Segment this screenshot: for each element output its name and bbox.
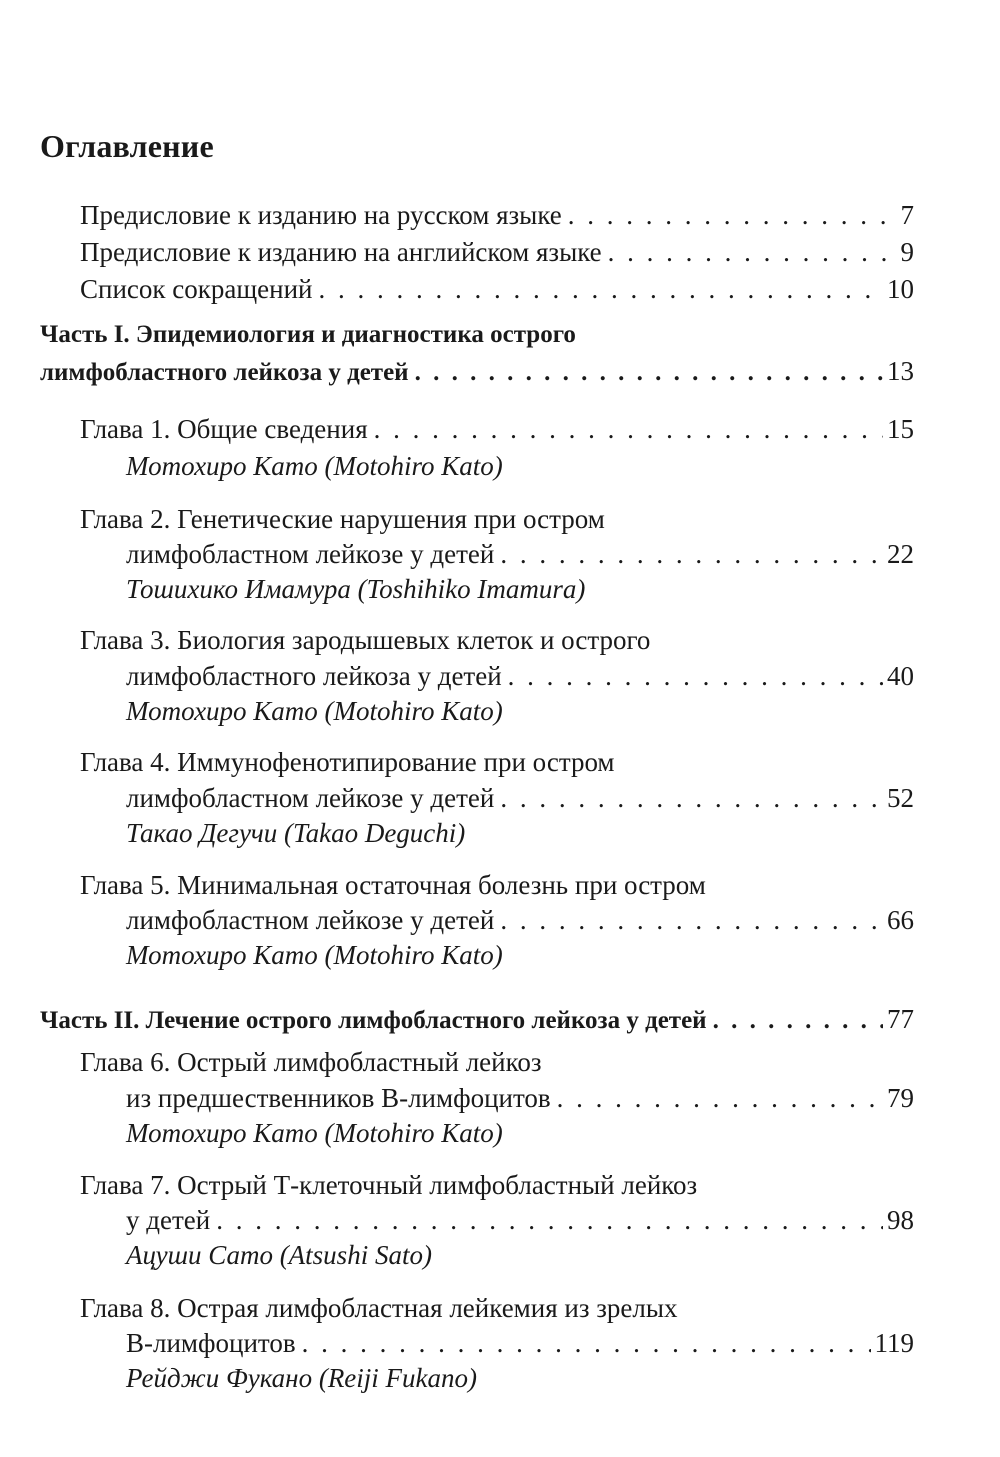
page-number: 22: [887, 539, 914, 569]
entry-text: Список сокращений: [80, 274, 313, 304]
toc-entry-chapter-8-cont[interactable]: [126, 1326, 914, 1360]
leader-dots: [608, 235, 897, 269]
leader-dots: [302, 1326, 871, 1360]
toc-entry-chapter-6[interactable]: Глава 6. Острый лимфобластный лейкоз: [80, 1047, 542, 1077]
leader-dots: [557, 1081, 883, 1115]
page-number: 77: [887, 1004, 914, 1034]
leader-dots: [216, 1203, 883, 1237]
leader-dots: [713, 1004, 883, 1038]
page-title: Оглавление: [40, 128, 214, 164]
entry-text: Предисловие к изданию на английском языке: [80, 237, 602, 267]
entry-text: Глава 1. Общие сведения: [80, 414, 368, 444]
entry-text: лимфобластном лейкозе у детей: [126, 905, 495, 935]
part-1-heading-cont[interactable]: [40, 354, 914, 390]
leader-dots: [508, 659, 883, 693]
toc-entry-chapter-7[interactable]: Глава 7. Острый Т-клеточный лимфобластный лейкоз: [80, 1170, 698, 1200]
page-number: 79: [887, 1083, 914, 1113]
chapter-1-author: Мотохиро Като (Motohiro Kato): [126, 451, 503, 481]
toc-entry-abbreviations[interactable]: [80, 272, 914, 306]
page-number: 66: [887, 905, 914, 935]
page-number: 10: [887, 274, 914, 304]
toc-entry-chapter-6-cont[interactable]: [126, 1081, 914, 1115]
page-number: 119: [874, 1328, 914, 1358]
entry-text: лимфобластного лейкоза у детей: [126, 661, 502, 691]
toc-entry-chapter-4[interactable]: Глава 4. Иммунофенотипирование при остром: [80, 747, 615, 777]
entry-text: лимфобластном лейкозе у детей: [126, 539, 495, 569]
leader-dots: [500, 537, 883, 571]
chapter-8-author: Рейджи Фукано (Reiji Fukano): [126, 1363, 478, 1393]
toc-entry-preface-ru[interactable]: [80, 198, 914, 232]
toc-entry-chapter-8[interactable]: Глава 8. Острая лимфобластная лейкемия из зрелых: [80, 1293, 678, 1323]
leader-dots: [500, 781, 883, 815]
chapter-5-author: Мотохиро Като (Motohiro Kato): [126, 940, 503, 970]
entry-text: лимфобластного лейкоза у детей: [40, 359, 409, 386]
leader-dots: [568, 198, 897, 232]
toc-entry-chapter-1[interactable]: [80, 412, 914, 446]
toc-entry-chapter-4-cont[interactable]: [126, 781, 914, 815]
leader-dots: [318, 272, 883, 306]
leader-dots: [374, 412, 883, 446]
toc-entry-chapter-3-cont[interactable]: [126, 659, 914, 693]
chapter-4-author: Такао Дегучи (Takao Deguchi): [126, 818, 466, 848]
toc-entry-preface-en[interactable]: [80, 235, 914, 269]
leader-dots: [500, 903, 883, 937]
leader-dots: [415, 356, 883, 390]
page-number: 7: [900, 200, 914, 230]
entry-text: Часть II. Лечение острого лимфобластного лейкоза у детей: [40, 1007, 707, 1034]
part-2-heading[interactable]: [40, 1002, 914, 1038]
page-number: 52: [887, 783, 914, 813]
page-number: 15: [887, 414, 914, 444]
entry-text: Предисловие к изданию на русском языке: [80, 200, 562, 230]
page-number: 40: [887, 661, 914, 691]
toc-entry-chapter-7-cont[interactable]: [126, 1203, 914, 1237]
entry-text: у детей: [126, 1205, 211, 1235]
toc-entry-chapter-5-cont[interactable]: [126, 903, 914, 937]
toc-entry-chapter-5[interactable]: Глава 5. Минимальная остаточная болезнь при остром: [80, 870, 706, 900]
chapter-3-author: Мотохиро Като (Motohiro Kato): [126, 696, 503, 726]
toc-entry-chapter-2-cont[interactable]: [126, 537, 914, 571]
entry-text: лимфобластном лейкозе у детей: [126, 783, 495, 813]
toc-entry-chapter-2[interactable]: Глава 2. Генетические нарушения при остром: [80, 504, 605, 534]
entry-text: из предшественников В-лимфоцитов: [126, 1083, 551, 1113]
chapter-7-author: Ацуши Сато (Atsushi Sato): [126, 1240, 432, 1270]
page-number: 9: [900, 237, 914, 267]
toc-entry-chapter-3[interactable]: Глава 3. Биология зародышевых клеток и острого: [80, 625, 651, 655]
entry-text: В-лимфоцитов: [126, 1328, 296, 1358]
page-number: 13: [887, 356, 914, 386]
chapter-2-author: Тошихико Имамура (Toshihiko Imamura): [126, 574, 586, 604]
page-number: 98: [887, 1205, 914, 1235]
part-1-heading[interactable]: Часть I. Эпидемиология и диагностика острого: [40, 321, 576, 348]
chapter-6-author: Мотохиро Като (Motohiro Kato): [126, 1118, 503, 1148]
